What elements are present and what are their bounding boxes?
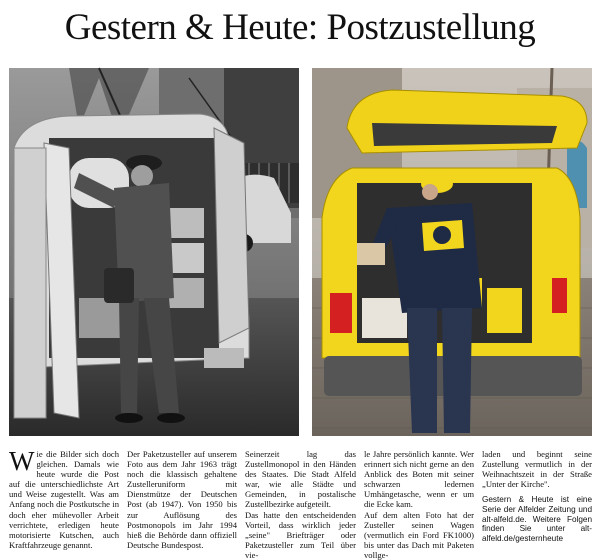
article-paragraph: le Jahre persönlich kannte. Wer erinnert sich nicht gerne an den Anblick des Boten mit seiner schwarzen ledernen Umhängetasche, wenn er um die Ecke kam.: [364, 449, 474, 510]
article-column-4: [364, 449, 474, 560]
article-paragraph: Auf dem alten Foto hat der Zusteller seinen Wagen (vermutlich ein Ford FK1000) bis unter das Dach mit Paketen vollge-: [364, 509, 474, 560]
article-column-1: [9, 446, 119, 550]
article-paragraph: Das hatte den entscheidenden Vorteil, dass wirklich jeder „seine" Briefträger oder Paketzusteller zum Teil über vie-: [245, 509, 356, 560]
article-column-5: [482, 449, 592, 549]
article-paragraph: ie die Bilder sich doch gleichen. Damals wie heute wurde die Post auf die unterschiedlichste Art und Weise zugestellt. Was am Anfang noch die Postkutsche in doch eher mühevoller Arbeit verrichtete, erledigen heute motorisierte Kutschen, auch Kraftfahrzeuge genannt.: [9, 449, 119, 550]
article-paragraph: laden und beginnt seine Zustellung vermutlich in der Weihnachtszeit in der Straße „Unter der Kirche".: [482, 449, 592, 490]
modern-van-photo: [312, 68, 592, 436]
historic-van-photo: [9, 68, 299, 436]
article-paragraph: Der Paketzusteller auf unserem Foto aus dem Jahr 1963 trägt noch die klassisch gehaltene Zustelleruniform mit Dienstmütze der Deutschen Post (ab 1947). Von 1950 bis zur Auflösung des Postmonopols im Jahr 1994 hieß die Behörde dann offiziell Deutsche Bundespost.: [127, 449, 237, 550]
article-column-2: [127, 449, 237, 549]
article-paragraph: Seinerzeit lag das Zustellmonopol in den Händen des Staates. Die Stadt Alfeld war, wie alle Städte und Gemeinden, in postalische Zustellbezirke aufgeteilt.: [245, 449, 356, 510]
drop-cap: W: [9, 446, 35, 476]
series-note: Gestern & Heute ist eine Serie der Alfelder Zeitung und alt-alfeld.de. Weitere Folgen finden Sie unter alt-alfeld.de/gesternheute: [482, 495, 592, 543]
headline: Gestern & Heute: Postzustellung: [64, 7, 536, 48]
article-column-3: [245, 449, 356, 560]
